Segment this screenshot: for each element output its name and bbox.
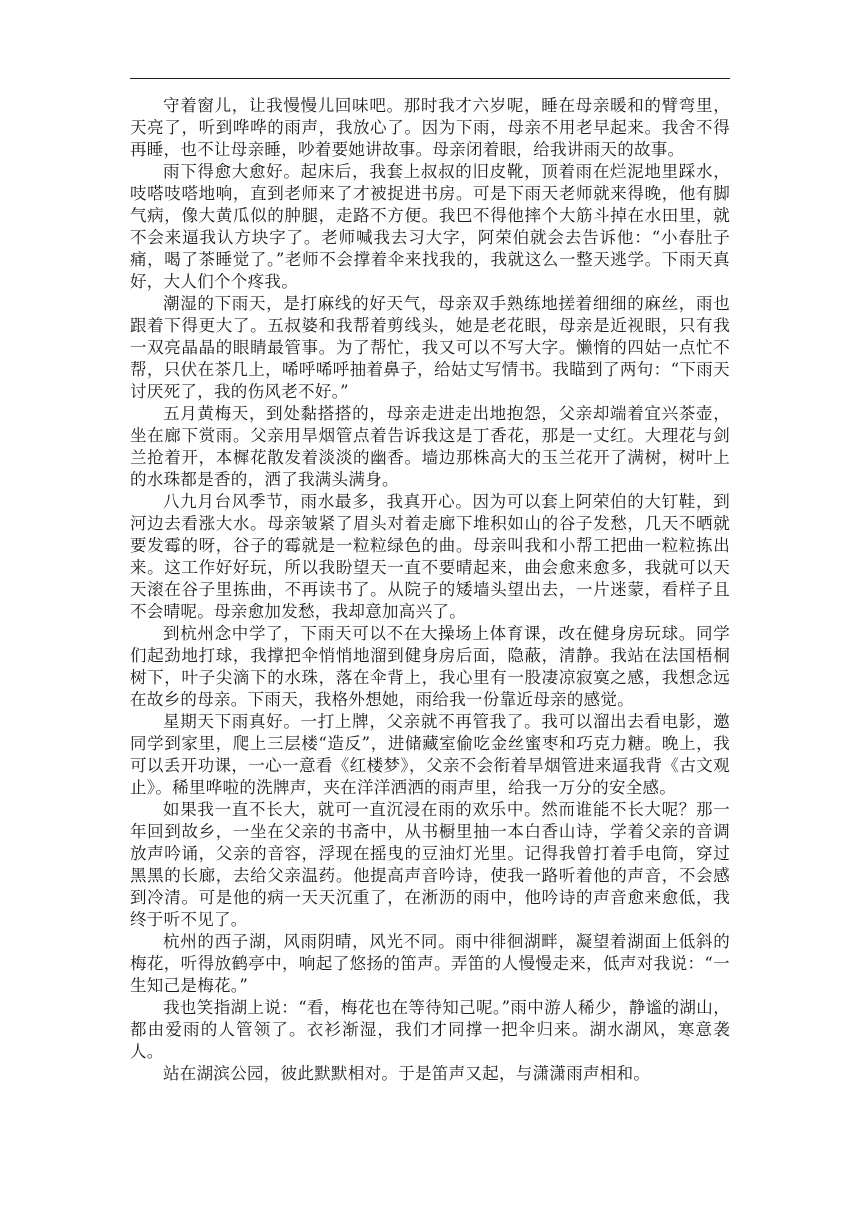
paragraph: 我也笑指湖上说：“看，梅花也在等待知己呢。”雨中游人稀少，静谧的湖山，都由爱雨的人管领了。衣衫渐湿，我们才同撑一把伞归来。湖水湖风，寒意袭人。	[130, 998, 730, 1061]
document-page	[130, 78, 730, 1085]
paragraph: 星期天下雨真好。一打上牌，父亲就不再管我了。我可以溜出去看电影，邀同学到家里，爬上三层楼“造反”，进储藏室偷吃金丝蜜枣和巧克力糖。晚上，我可以丢开功课，一心一意看《红楼梦》，父亲不会衔着旱烟管进来逼我背《古文观止》。稀里哗啦的洗牌声，夹在洋洋洒洒的雨声里，给我一万分的安全感。	[130, 712, 730, 797]
paragraph: 杭州的西子湖，风雨阴晴，风光不同。雨中徘徊湖畔，凝望着湖面上低斜的梅花，听得放鹤亭中，响起了悠扬的笛声。弄笛的人慢慢走来，低声对我说：“一生知己是梅花。”	[130, 932, 730, 995]
header-rule	[130, 78, 730, 79]
paragraph: 守着窗儿，让我慢慢儿回味吧。那时我才六岁呢，睡在母亲暖和的臂弯里，天亮了，听到哗哗的雨声，我放心了。因为下雨，母亲不用老早起来。我舍不得再睡，也不让母亲睡，吵着要她讲故事。母亲闭着眼，给我讲雨天的故事。	[130, 96, 730, 159]
document-body	[130, 95, 730, 1085]
paragraph: 雨下得愈大愈好。起床后，我套上叔叔的旧皮靴，顶着雨在烂泥地里踩水，吱嗒吱嗒地响，直到老师来了才被捉进书房。可是下雨天老师就来得晚，他有脚气病，像大黄瓜似的肿腿，走路不方便。我巴不得他摔个大筋斗掉在水田里，就不会来逼我认方块字了。老师喊我去习大字，阿荣伯就会去告诉他：“小春肚子痛，喝了茶睡觉了。”老师不会撑着伞来找我的，我就这么一整天逃学。下雨天真好，大人们个个疼我。	[130, 162, 730, 291]
paragraph: 到杭州念中学了，下雨天可以不在大操场上体育课，改在健身房玩球。同学们起劲地打球，我撑把伞悄悄地溜到健身房后面，隐蔽，清静。我站在法国梧桐树下，叶子尖滴下的水珠，落在伞背上，我心里有一股凄凉寂寞之感，我想念远在故乡的母亲。下雨天，我格外想她，雨给我一份靠近母亲的感觉。	[130, 624, 730, 709]
paragraph: 五月黄梅天，到处黏搭搭的，母亲走进走出地抱怨，父亲却端着宜兴茶壶，坐在廊下赏雨。父亲用旱烟管点着告诉我这是丁香花，那是一丈红。大理花与剑兰抢着开，本樨花散发着淡淡的幽香。墙边那株高大的玉兰花开了满树，树叶上的水珠都是香的，洒了我满头满身。	[130, 404, 730, 489]
paragraph: 潮湿的下雨天，是打麻线的好天气，母亲双手熟练地搓着细细的麻丝，雨也跟着下得更大了。五叔婆和我帮着剪线头，她是老花眼，母亲是近视眼，只有我一双亮晶晶的眼睛最管事。为了帮忙，我又可以不写大字。懒惰的四姑一点忙不帮，只伏在茶几上，唏呼唏呼抽着鼻子，给姑丈写情书。我瞄到了两句：“下雨天讨厌死了，我的伤风老不好。”	[130, 294, 730, 401]
paragraph: 站在湖滨公园，彼此默默相对。于是笛声又起，与潇潇雨声相和。	[163, 1064, 651, 1083]
paragraph: 如果我一直不长大，就可一直沉浸在雨的欢乐中。然而谁能不长大呢？那一年回到故乡，一坐在父亲的书斋中，从书橱里抽一本白香山诗，学着父亲的音调放声吟诵，父亲的音容，浮现在摇曳的豆油灯光里。记得我曾打着手电筒，穿过黑黑的长廊，去给父亲温药。他提高声音吟诗，使我一路听着他的声音，不会感到冷清。可是他的病一天天沉重了，在淅沥的雨中，他吟诗的声音愈来愈低，我终于听不见了。	[130, 800, 730, 929]
paragraph: 八九月台风季节，雨水最多，我真开心。因为可以套上阿荣伯的大钉鞋，到河边去看涨大水。母亲皱紧了眉头对着走廊下堆积如山的谷子发愁，几天不晒就要发霉的呀，谷子的霉就是一粒粒绿色的曲。母亲叫我和小帮工把曲一粒粒拣出来。这工作好好玩，所以我盼望天一直不要晴起来，曲会愈来愈多，我就可以天天滚在谷子里拣曲，不再读书了。从院子的矮墙头望出去，一片迷蒙，看样子且不会晴呢。母亲愈加发愁，我却意加高兴了。	[130, 492, 730, 621]
